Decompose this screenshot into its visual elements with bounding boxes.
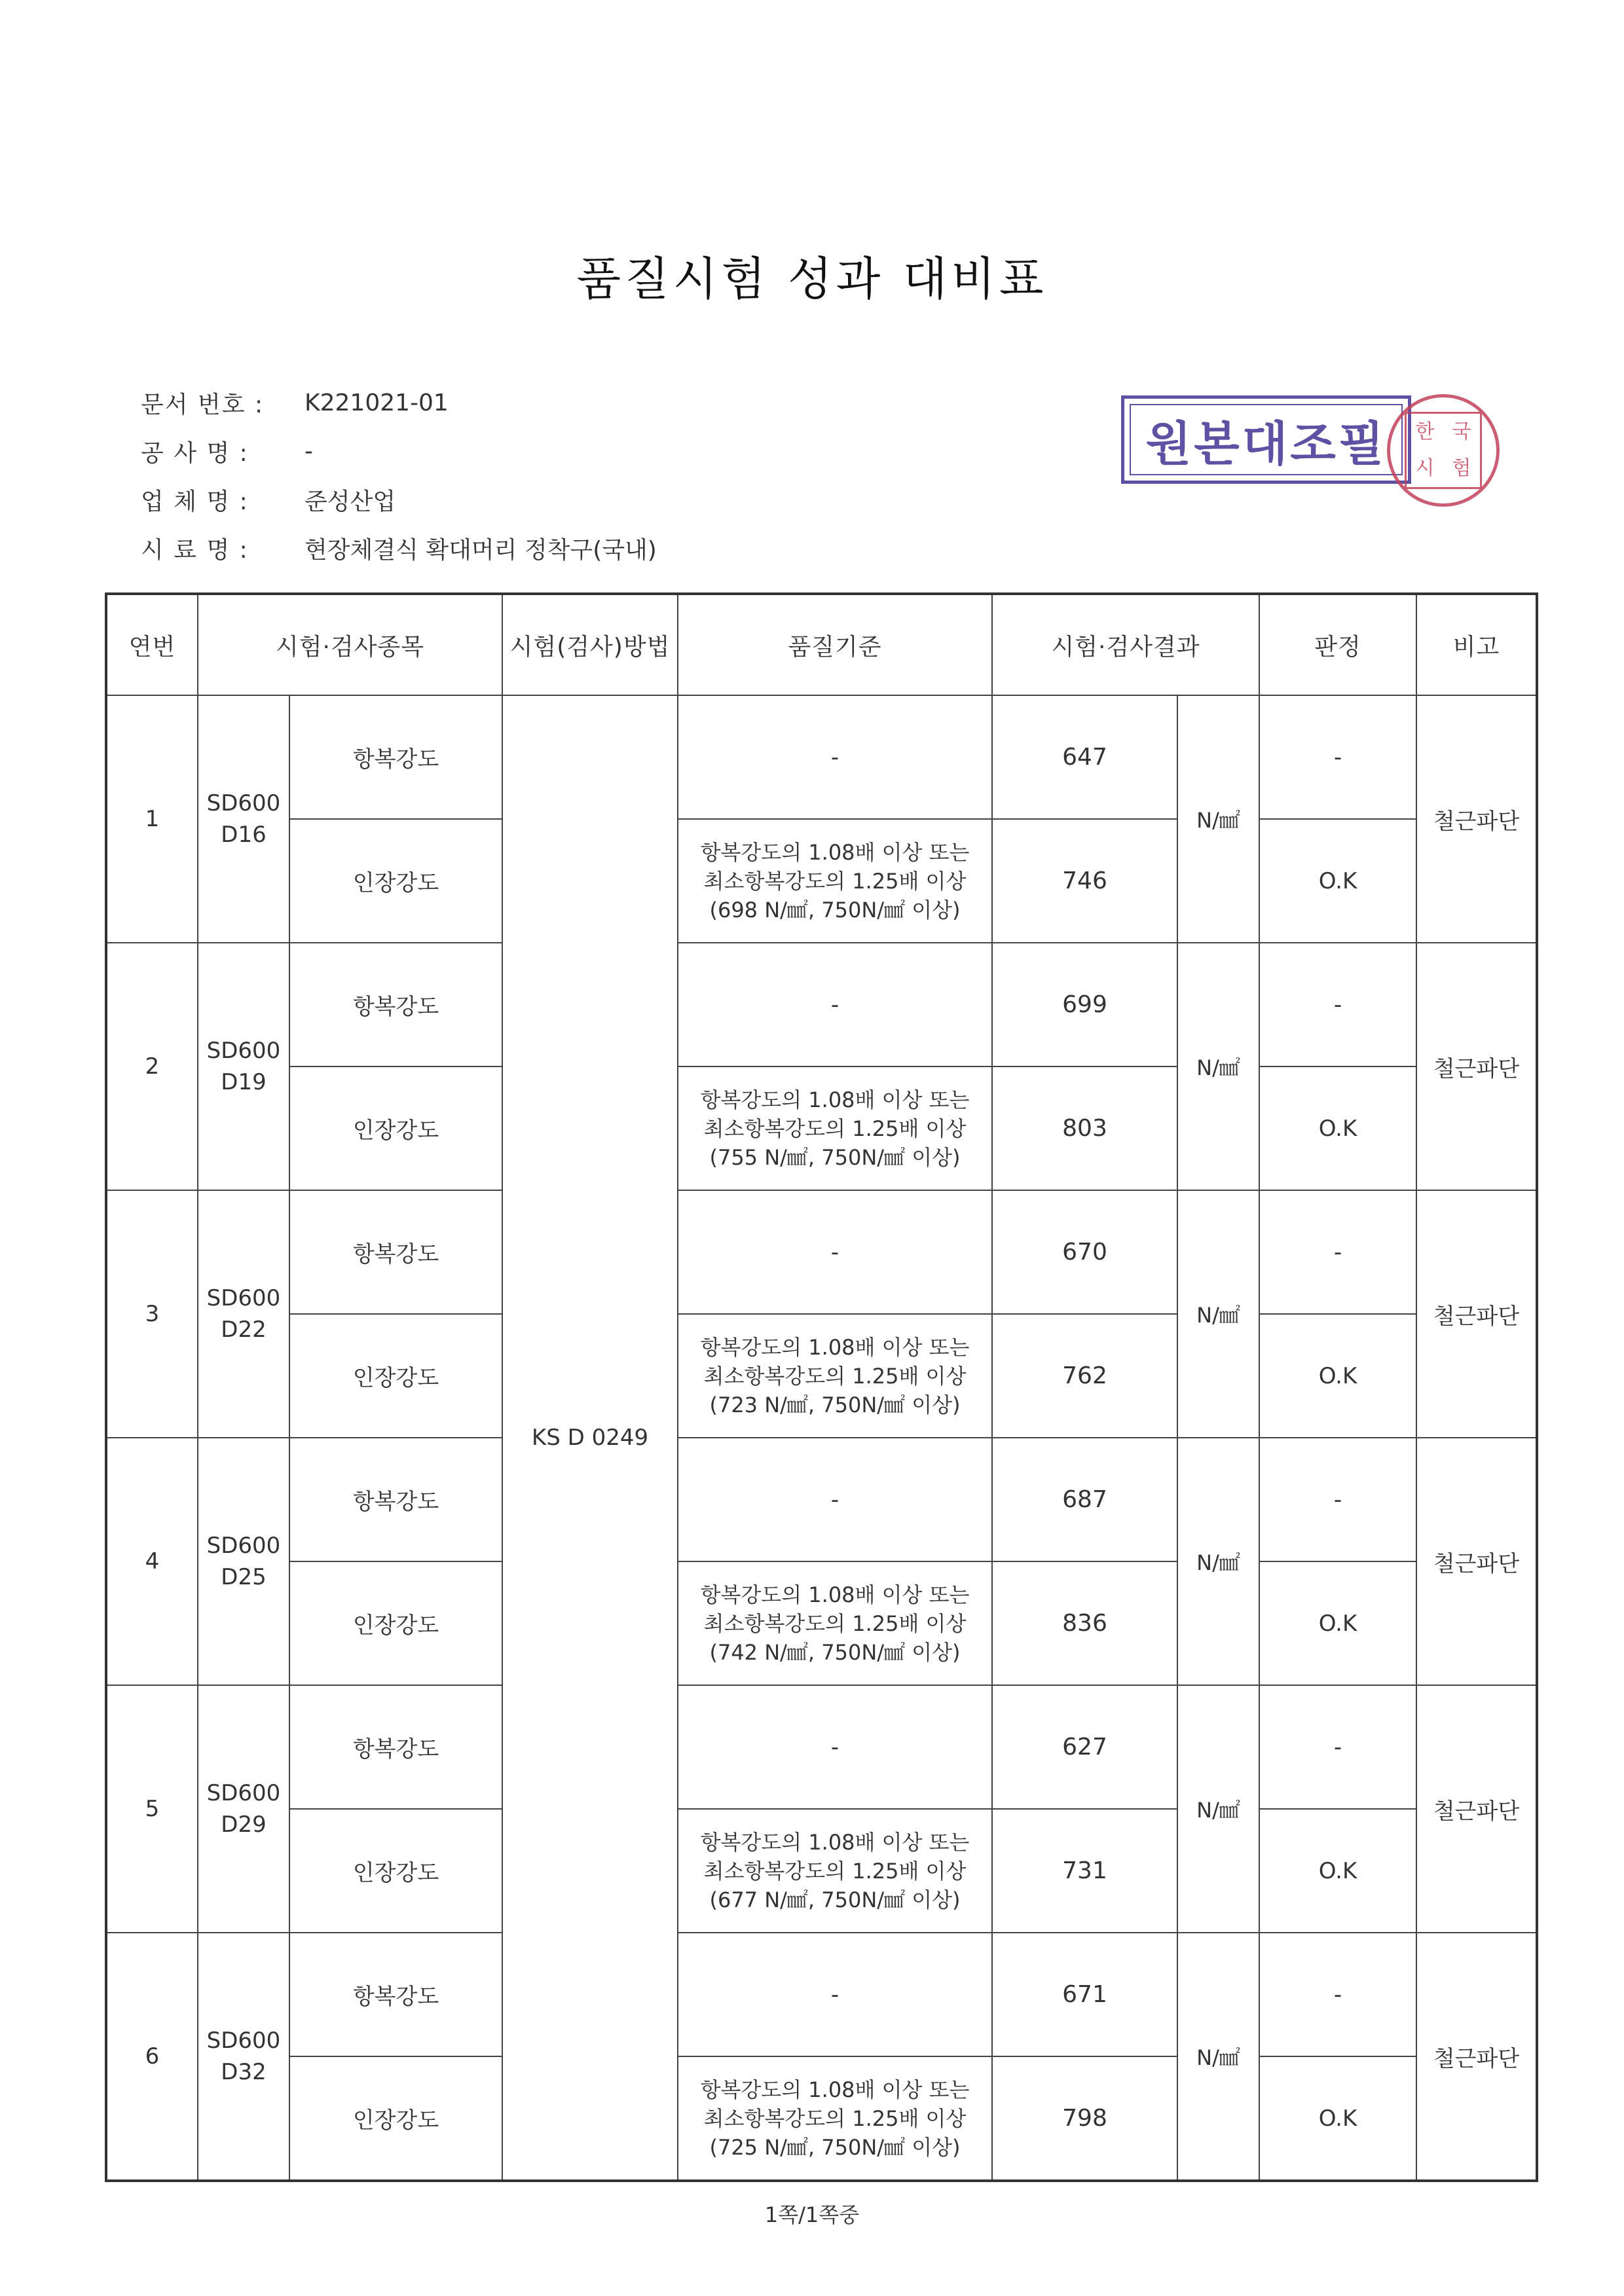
judgement-tensile: O.K [1259,1314,1416,1438]
page-footer: 1쪽/1쪽중 [764,2202,860,2227]
meta-project-name [141,427,657,475]
rebar-grade: SD600 [206,1780,281,1806]
row-number: 5 [106,1685,198,1933]
judgement-tensile: O.K [1259,1561,1416,1685]
table-row-tensile [106,819,1537,943]
standard-tensile [678,1314,992,1438]
rebar-size: D32 [221,2059,267,2085]
judgement-yield: - [1259,1685,1416,1809]
meta-value: K221021-01 [304,389,449,416]
result-yield: 687 [992,1438,1177,1561]
header-test-item: 시험·검사종목 [198,594,502,695]
table-row-tensile [106,1561,1537,1685]
test-item-yield: 항복강도 [289,1685,502,1809]
document-title: 품질시험 성과 대비표 [576,252,1048,306]
standard-line: 항복강도의 1.08배 이상 또는 [700,1334,970,1360]
table-row-tensile [106,2056,1537,2181]
standard-tensile [678,1066,992,1190]
remark: 철근파단 [1416,1190,1537,1438]
standard-line: (755 N/㎟, 750N/㎟ 이상) [709,1144,961,1170]
row-number: 1 [106,695,198,943]
standard-line: (723 N/㎟, 750N/㎟ 이상) [709,1392,961,1417]
judgement-yield: - [1259,943,1416,1066]
judgement-yield: - [1259,1190,1416,1314]
result-tensile: 746 [992,819,1177,943]
meta-sample-name [141,524,657,572]
judgement-yield: - [1259,1933,1416,2056]
standard-line: 최소항복강도의 1.25배 이상 [703,1116,967,1141]
table-row-yield [106,1190,1537,1314]
rebar-grade: SD600 [206,2028,281,2054]
standard-line: 최소항복강도의 1.25배 이상 [703,868,967,894]
judgement-tensile: O.K [1259,1809,1416,1933]
header-result: 시험·검사결과 [992,594,1259,695]
meta-company-name [141,475,657,524]
test-item-tensile: 인장강도 [289,1314,502,1438]
table-row-yield [106,1685,1537,1809]
rebar-grade: SD600 [206,790,281,816]
judgement-yield: - [1259,1438,1416,1561]
result-tensile: 762 [992,1314,1177,1438]
test-item-yield: 항복강도 [289,1933,502,2056]
table-row-tensile [106,1066,1537,1190]
rebar-size: D29 [221,1812,267,1838]
standard-line: (698 N/㎟, 750N/㎟ 이상) [709,897,961,922]
standard-yield: - [678,1685,992,1809]
table-row-yield [106,1438,1537,1561]
test-item-yield: 항복강도 [289,1190,502,1314]
standard-line: (742 N/㎟, 750N/㎟ 이상) [709,1639,961,1665]
standard-line: 항복강도의 1.08배 이상 또는 [700,1829,970,1855]
meta-doc-number [141,378,657,427]
remark: 철근파단 [1416,1438,1537,1685]
judgement-yield: - [1259,695,1416,819]
rebar-spec [198,1933,289,2181]
remark: 철근파단 [1416,943,1537,1190]
standard-line: 최소항복강도의 1.25배 이상 [703,1858,967,1884]
seal-char: 국 [1452,420,1471,443]
result-yield: 671 [992,1933,1177,2056]
row-number: 3 [106,1190,198,1438]
test-item-tensile: 인장강도 [289,1561,502,1685]
test-method: KS D 0249 [502,695,678,2181]
meta-label: 업 체 명 : [141,488,249,515]
judgement-tensile: O.K [1259,819,1416,943]
row-number: 4 [106,1438,198,1685]
result-yield: 699 [992,943,1177,1066]
seal-char: 험 [1452,457,1471,480]
rebar-grade: SD600 [206,1038,281,1064]
meta-value: 준성산업 [304,488,396,515]
result-tensile: 836 [992,1561,1177,1685]
table-row-yield [106,695,1537,819]
judgement-tensile: O.K [1259,1066,1416,1190]
meta-value: - [304,437,313,465]
rebar-spec [198,943,289,1190]
seal-char: 한 [1415,420,1435,443]
rebar-size: D19 [221,1069,267,1095]
remark: 철근파단 [1416,1933,1537,2181]
rebar-spec [198,1438,289,1685]
test-item-yield: 항복강도 [289,1438,502,1561]
standard-yield: - [678,1933,992,2056]
standard-line: 최소항복강도의 1.25배 이상 [703,2105,967,2131]
header-remark: 비고 [1416,594,1537,695]
rebar-spec [198,1190,289,1438]
table-row-tensile [106,1314,1537,1438]
standard-yield: - [678,943,992,1066]
table-row-yield [106,1933,1537,2056]
result-unit: N/㎟ [1177,943,1259,1190]
row-number: 6 [106,1933,198,2181]
test-item-tensile: 인장강도 [289,1809,502,1933]
standard-line: (725 N/㎟, 750N/㎟ 이상) [709,2134,961,2160]
header-method: 시험(검사)방법 [502,594,678,695]
rebar-size: D25 [221,1564,267,1590]
test-item-tensile: 인장강도 [289,819,502,943]
result-unit: N/㎟ [1177,1438,1259,1685]
rebar-size: D22 [221,1317,267,1343]
table-row-tensile [106,1809,1537,1933]
quality-test-table [105,592,1538,2182]
original-verified-stamp: 원본대조필 [1121,395,1411,484]
standard-tensile [678,2056,992,2181]
meta-label: 문서 번호 : [141,391,265,418]
remark: 철근파단 [1416,695,1537,943]
standard-line: 최소항복강도의 1.25배 이상 [703,1611,967,1636]
document-meta [141,378,657,572]
header-judgement: 판정 [1259,594,1416,695]
result-unit: N/㎟ [1177,695,1259,943]
standard-line: 항복강도의 1.08배 이상 또는 [700,1087,970,1112]
rebar-spec [198,695,289,943]
meta-label: 시 료 명 : [141,536,249,564]
header-standard: 품질기준 [678,594,992,695]
rebar-grade: SD600 [206,1533,281,1559]
standard-tensile [678,819,992,943]
result-tensile: 803 [992,1066,1177,1190]
row-number: 2 [106,943,198,1190]
header-no: 연번 [106,594,198,695]
result-yield: 647 [992,695,1177,819]
standard-yield: - [678,1438,992,1561]
result-yield: 670 [992,1190,1177,1314]
result-unit: N/㎟ [1177,1933,1259,2181]
test-item-tensile: 인장강도 [289,1066,502,1190]
table-header-row [106,594,1537,695]
rebar-grade: SD600 [206,1285,281,1311]
standard-line: 항복강도의 1.08배 이상 또는 [700,2077,970,2102]
standard-yield: - [678,1190,992,1314]
standard-yield: - [678,695,992,819]
test-item-yield: 항복강도 [289,943,502,1066]
result-unit: N/㎟ [1177,1190,1259,1438]
standard-line: 항복강도의 1.08배 이상 또는 [700,839,970,865]
test-item-yield: 항복강도 [289,695,502,819]
meta-label: 공 사 명 : [141,439,249,467]
standard-tensile [678,1561,992,1685]
result-unit: N/㎟ [1177,1685,1259,1933]
standard-tensile [678,1809,992,1933]
table-row-yield [106,943,1537,1066]
judgement-tensile: O.K [1259,2056,1416,2181]
standard-line: (677 N/㎟, 750N/㎟ 이상) [709,1887,961,1912]
standard-line: 최소항복강도의 1.25배 이상 [703,1363,967,1389]
remark: 철근파단 [1416,1685,1537,1933]
seal-char: 시 [1415,457,1435,480]
official-seal-stamp [1387,394,1500,507]
rebar-spec [198,1685,289,1933]
meta-value: 현장체결식 확대머리 정착구(국내) [304,536,657,564]
result-tensile: 798 [992,2056,1177,2181]
rebar-size: D16 [221,822,267,848]
test-item-tensile: 인장강도 [289,2056,502,2181]
result-yield: 627 [992,1685,1177,1809]
standard-line: 항복강도의 1.08배 이상 또는 [700,1582,970,1607]
result-tensile: 731 [992,1809,1177,1933]
